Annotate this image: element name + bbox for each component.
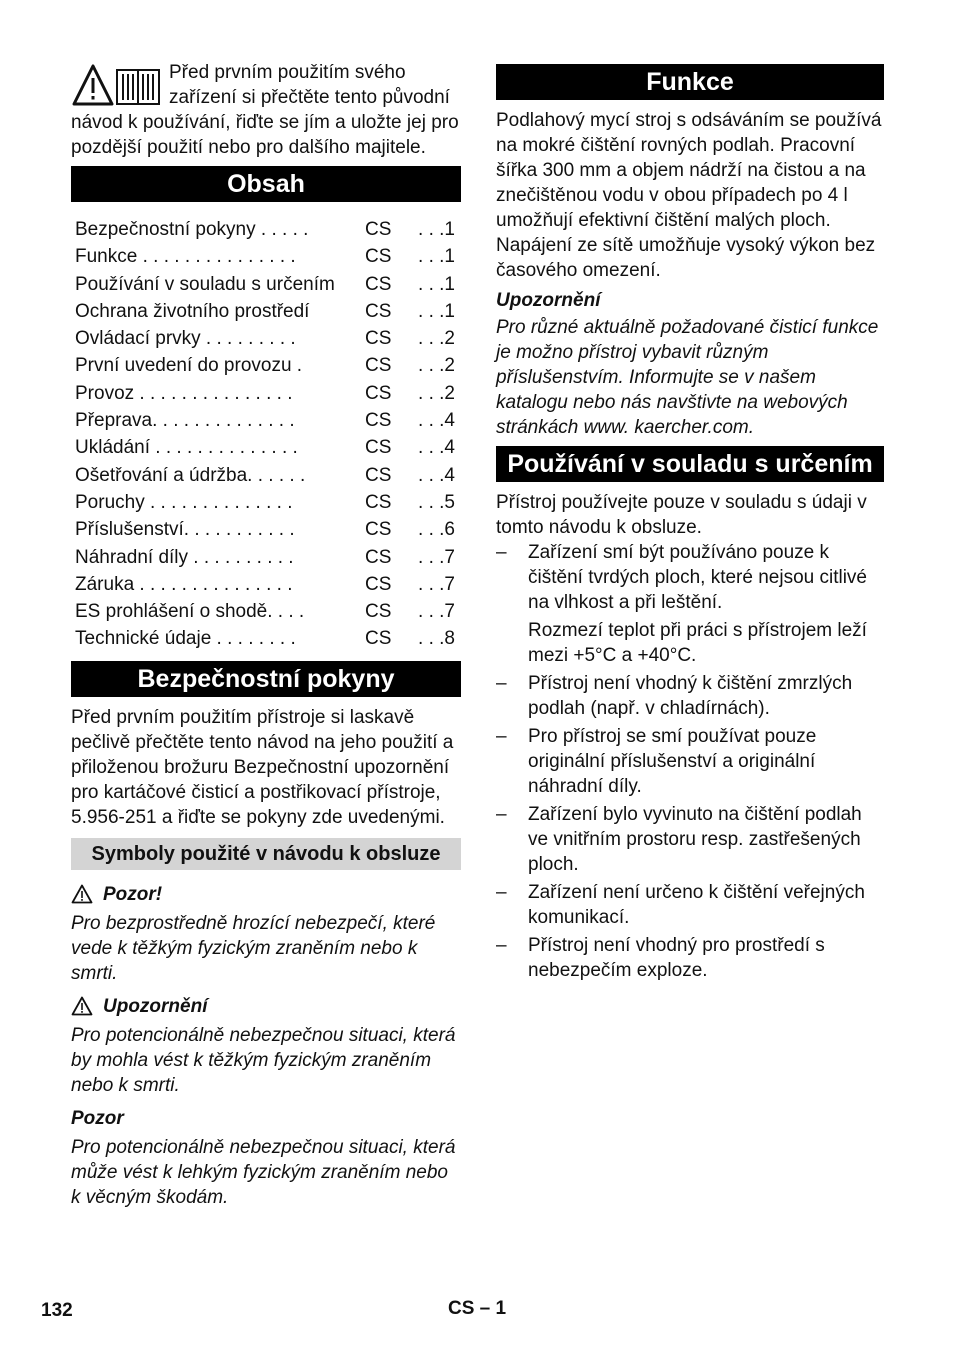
toc-page: . . .8 bbox=[418, 628, 455, 650]
toc-page: . . .2 bbox=[418, 382, 455, 404]
dash-bullet: – bbox=[496, 804, 507, 825]
warning-triangle-icon bbox=[71, 884, 93, 904]
manual-book-icon bbox=[117, 70, 159, 104]
toc-lang: CS bbox=[365, 273, 392, 295]
intro-block bbox=[71, 60, 461, 160]
safety-heading: Bezpečnostní pokyny bbox=[71, 661, 461, 697]
list-item bbox=[496, 540, 884, 615]
toc-page: . . .1 bbox=[418, 300, 455, 322]
list-item-text: Přístroj není vhodný k čištění zmrzlých podlah (např. v chladírnách). bbox=[528, 673, 853, 719]
toc-title: Poruchy . . . . . . . . . . . . . . bbox=[75, 491, 293, 513]
list-item bbox=[496, 671, 884, 721]
toc-page: . . .4 bbox=[418, 410, 455, 432]
toc-page: . . .7 bbox=[418, 601, 455, 623]
toc-page: . . .7 bbox=[418, 546, 455, 568]
toc-lang: CS bbox=[365, 628, 392, 650]
page-number: 132 bbox=[41, 1300, 73, 1321]
toc-row[interactable] bbox=[75, 489, 461, 516]
toc-lang: CS bbox=[365, 546, 392, 568]
intro-text: Před prvním použitím svého zařízení si přečtěte tento původní návod k používání, řiďte se jím a uložte jej pro pozdější použití nebo pro dalšího majitele. bbox=[71, 62, 459, 158]
toc-page: . . .7 bbox=[418, 573, 455, 595]
toc-page: . . .2 bbox=[418, 355, 455, 377]
toc-lang: CS bbox=[365, 355, 392, 377]
toc-row[interactable] bbox=[75, 325, 461, 352]
list-item-text: Pro přístroj se smí používat pouze originální příslušenství a originální náhradní díly. bbox=[528, 726, 817, 797]
toc-page: . . .4 bbox=[418, 464, 455, 486]
intro-icons bbox=[71, 64, 163, 108]
usage-list bbox=[496, 540, 884, 615]
usage-intro: Přístroj používejte pouze v souladu s údaji v tomto návodu k obsluze. bbox=[496, 492, 867, 538]
toc-title: Ukládání . . . . . . . . . . . . . . bbox=[75, 437, 298, 459]
list-item-text: Zařízení bylo vyvinuto na čištění podlah ve vnitřním prostoru resp. zastřešených ploch. bbox=[528, 804, 862, 875]
symbol-danger-title: Pozor! bbox=[103, 883, 163, 905]
toc-title: Používání v souladu s určením bbox=[75, 273, 335, 295]
toc-title: Provoz . . . . . . . . . . . . . . . bbox=[75, 382, 293, 404]
list-item bbox=[496, 880, 884, 930]
funkce-paragraph-2: Napájení ze sítě umožňuje vysoký výkon bez časového omezení. bbox=[496, 235, 876, 281]
right-column bbox=[496, 64, 884, 986]
toc-page: . . .4 bbox=[418, 437, 455, 459]
toc-title: ES prohlášení o shodě. . . . bbox=[75, 601, 305, 623]
toc-lang: CS bbox=[365, 382, 392, 404]
list-item-text: Zařízení není určeno k čištění veřejných komunikací. bbox=[528, 882, 865, 928]
toc-row[interactable] bbox=[75, 243, 461, 270]
safety-text: Před prvním použitím přístroje si laskavě pečlivě přečtěte tento návod na jeho použití a přiloženou brožuru Bezpečnostní upozornění pro kartáčové čisticí a postřikovací přístroje, 5.956-251 a řiďte se pokyny zde uvedenými. bbox=[71, 706, 454, 828]
toc-title: Funkce . . . . . . . . . . . . . . . bbox=[75, 246, 296, 268]
symbol-warning-label bbox=[71, 994, 461, 1019]
toc-lang: CS bbox=[365, 601, 392, 623]
dash-bullet: – bbox=[496, 882, 507, 903]
funkce-note-label: Upozornění bbox=[496, 290, 601, 311]
toc-title: Ochrana životního prostředí bbox=[75, 300, 310, 322]
symbol-danger-text: Pro bezprostředně hrozící nebezpečí, které vede k těžkým fyzickým zraněním nebo k smrti. bbox=[71, 912, 436, 984]
toc-lang: CS bbox=[365, 219, 392, 240]
symbols-heading: Symboly použité v návodu k obsluze bbox=[71, 838, 461, 870]
toc-lang: CS bbox=[365, 491, 392, 513]
toc-row[interactable] bbox=[75, 544, 461, 571]
dash-bullet: – bbox=[496, 542, 507, 563]
toc-lang: CS bbox=[365, 300, 392, 322]
toc-title: Náhradní díly . . . . . . . . . . bbox=[75, 546, 294, 568]
warning-triangle-icon bbox=[71, 996, 93, 1016]
toc-lang: CS bbox=[365, 464, 392, 486]
list-item bbox=[496, 724, 884, 799]
toc-row[interactable] bbox=[75, 516, 461, 543]
toc-row[interactable] bbox=[75, 462, 461, 489]
symbol-caution-title: Pozor bbox=[71, 1107, 124, 1129]
dash-bullet: – bbox=[496, 935, 507, 956]
table-of-contents bbox=[75, 216, 461, 653]
toc-title: Ošetřování a údržba. . . . . . bbox=[75, 464, 306, 486]
toc-lang: CS bbox=[365, 328, 392, 350]
toc-row[interactable] bbox=[75, 216, 461, 243]
dash-bullet: – bbox=[496, 726, 507, 747]
toc-lang: CS bbox=[365, 437, 392, 459]
toc-row[interactable] bbox=[75, 271, 461, 298]
toc-row[interactable] bbox=[75, 407, 461, 434]
list-item bbox=[496, 933, 884, 983]
toc-title: Přeprava. . . . . . . . . . . . . . bbox=[75, 410, 295, 432]
list-item-text: Přístroj není vhodný pro prostředí s nebezpečím exploze. bbox=[528, 935, 825, 981]
usage-heading: Používání v souladu s určením bbox=[496, 446, 884, 482]
toc-title: Technické údaje . . . . . . . . bbox=[75, 628, 296, 650]
toc-row[interactable] bbox=[75, 625, 461, 652]
symbol-danger-label bbox=[71, 882, 461, 907]
toc-row[interactable] bbox=[75, 298, 461, 325]
symbol-caution-text: Pro potencionálně nebezpečnou situaci, která může vést k lehkým fyzickým zraněním nebo k věcným škodám. bbox=[71, 1136, 456, 1208]
toc-page: . . .1 bbox=[418, 273, 455, 295]
funkce-heading: Funkce bbox=[496, 64, 884, 100]
dash-bullet: – bbox=[496, 673, 507, 694]
list-item-text: Zařízení smí být používáno pouze k čištění tvrdých ploch, které nejsou citlivé na vlhkost a při leštění. bbox=[528, 542, 867, 613]
warning-triangle-icon bbox=[74, 66, 112, 104]
symbol-warning-title: Upozornění bbox=[103, 995, 208, 1017]
toc-lang: CS bbox=[365, 410, 392, 432]
toc-row[interactable] bbox=[75, 571, 461, 598]
usage-list-continued bbox=[496, 671, 884, 983]
toc-page: . . .2 bbox=[418, 328, 455, 350]
usage-temperature-note: Rozmezí teplot při práci s přístrojem leží mezi +5°C a +40°C. bbox=[528, 620, 867, 666]
toc-row[interactable] bbox=[75, 598, 461, 625]
symbol-warning-text: Pro potencionálně nebezpečnou situaci, která by mohla vést k těžkým fyzickým zraněním nebo k smrti. bbox=[71, 1024, 456, 1096]
toc-heading: Obsah bbox=[71, 166, 461, 202]
list-item bbox=[496, 802, 884, 877]
toc-lang: CS bbox=[365, 246, 392, 268]
toc-title: Ovládací prvky . . . . . . . . . bbox=[75, 328, 296, 350]
funkce-note-text: Pro různé aktuálně požadované čisticí funkce je možno přístroj vybavit různým příslušenstvím. Informujte se v našem katalogu nebo nás navštivte na webových stránkách www. kaercher.com. bbox=[496, 317, 879, 438]
toc-title: Bezpečnostní pokyny . . . . . bbox=[75, 219, 309, 240]
toc-lang: CS bbox=[365, 519, 392, 541]
funkce-paragraph-1: Podlahový mycí stroj s odsáváním se používá na mokré čištění rovných podlah. Pracovní šířka 300 mm a objem nádrží na čistou a na znečištěnou vodu v obou případech po 4 l umožňují efektivní čištění malých ploch. bbox=[496, 110, 882, 231]
toc-page: . . .1 bbox=[418, 246, 455, 268]
toc-page: . . .1 bbox=[418, 219, 455, 240]
toc-row[interactable] bbox=[75, 380, 461, 407]
toc-page: . . .5 bbox=[418, 491, 455, 513]
toc-title: První uvedení do provozu . bbox=[75, 355, 303, 377]
toc-title: Příslušenství. . . . . . . . . . . bbox=[75, 519, 295, 541]
toc-row[interactable] bbox=[75, 352, 461, 379]
toc-page: . . .6 bbox=[418, 519, 455, 541]
toc-title: Záruka . . . . . . . . . . . . . . . bbox=[75, 573, 293, 595]
section-code: CS – 1 bbox=[448, 1298, 507, 1319]
toc-lang: CS bbox=[365, 573, 392, 595]
toc-row[interactable] bbox=[75, 434, 461, 461]
left-column bbox=[71, 60, 461, 1210]
